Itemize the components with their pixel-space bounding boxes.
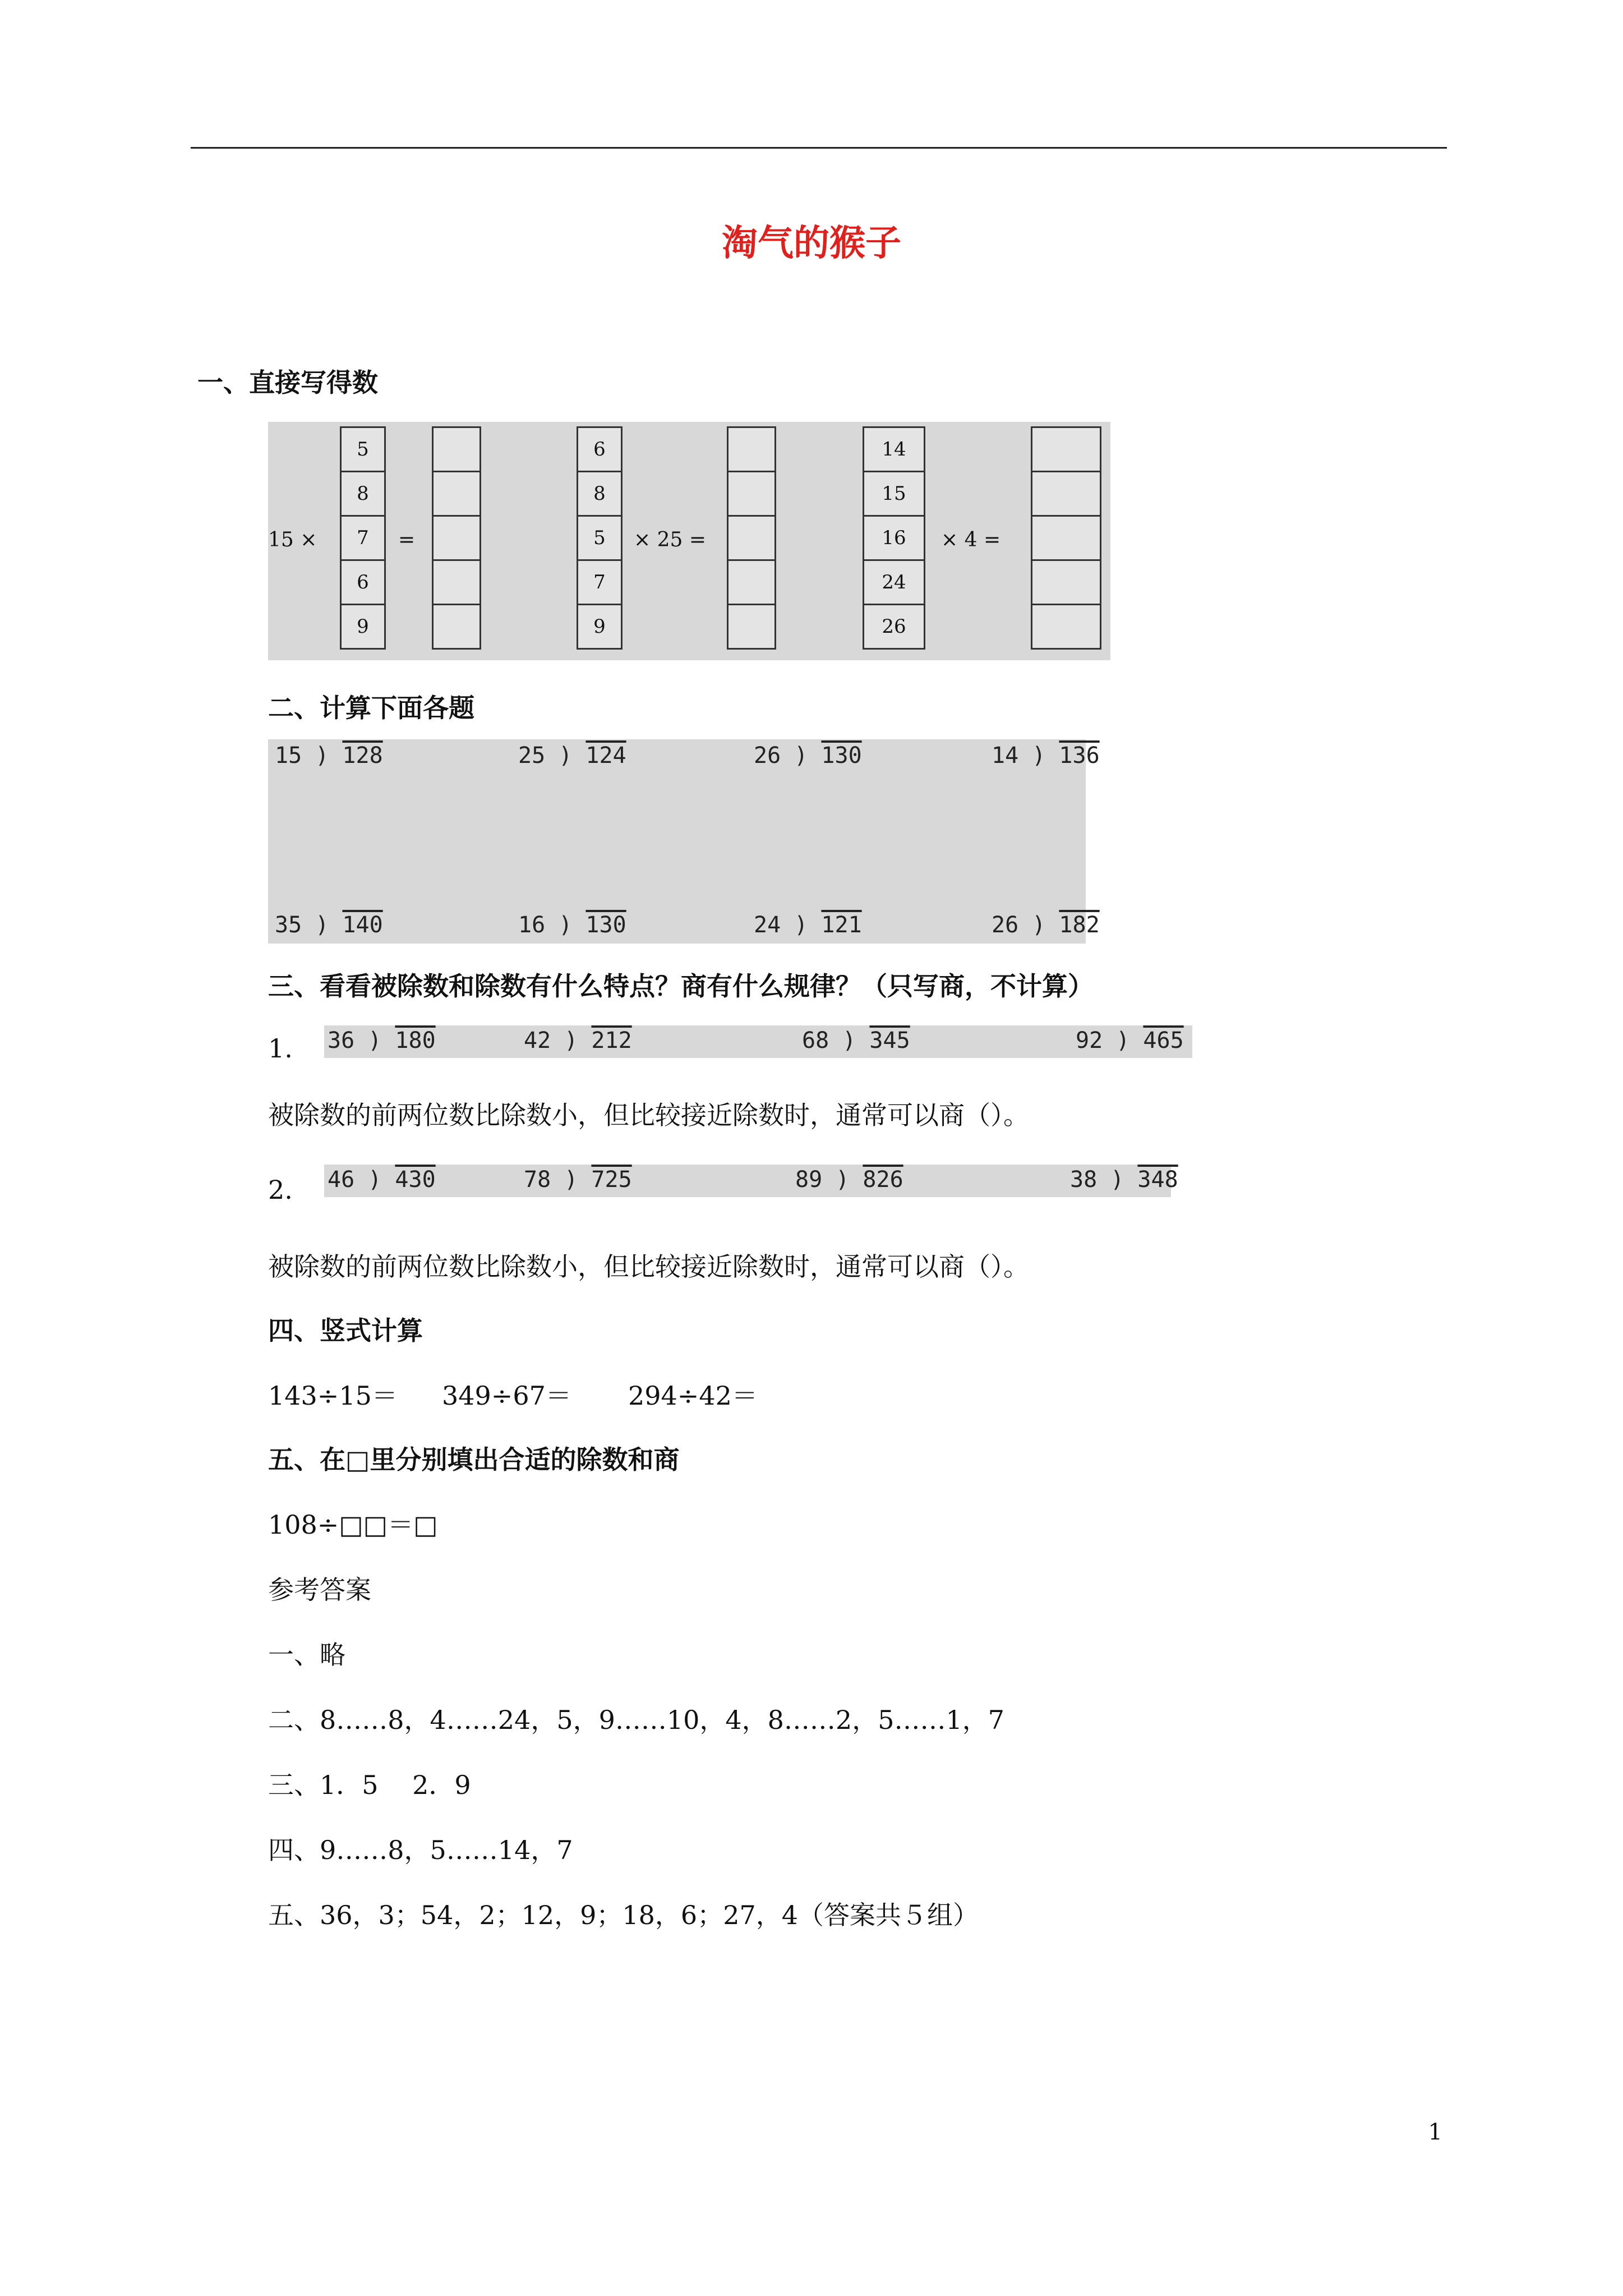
group2-number-cell: 7 [577, 559, 623, 605]
section1-heading: 一、直接写得数 [197, 367, 378, 398]
divisor: 35 [275, 912, 302, 938]
divisor: 42 [524, 1028, 551, 1053]
section1-panel [268, 422, 1110, 660]
answer-box[interactable] [727, 559, 776, 605]
divisor: 68 [802, 1028, 829, 1053]
division-problem: 15 ) 128 [275, 743, 383, 769]
answer-box[interactable] [432, 559, 481, 605]
dividend: 128 [342, 743, 383, 769]
divisor: 26 [754, 743, 781, 769]
group1-left-op: 15 × [268, 528, 317, 551]
division-problem: 24 ) 121 [754, 912, 862, 938]
header-rule [191, 147, 1447, 149]
divisor: 26 [992, 912, 1019, 938]
divisor: 25 [518, 743, 546, 769]
q2-text: 被除数的前两位数比除数小，但比较接近除数时，通常可以商（）。 [268, 1251, 1029, 1282]
group3-number-cell: 26 [863, 604, 925, 650]
dividend: 465 [1143, 1028, 1184, 1053]
answer-box[interactable] [1031, 426, 1101, 472]
answers-heading: 参考答案 [268, 1575, 371, 1605]
divisor: 15 [275, 743, 302, 769]
page-number: 1 [1428, 2119, 1442, 2145]
divisor: 89 [795, 1167, 823, 1193]
divisor: 78 [524, 1167, 551, 1193]
group3-number-cell: 15 [863, 471, 925, 517]
group1-number-column [340, 426, 386, 650]
answer-line: 四、9……8，5……14，7 [268, 1835, 573, 1865]
q1-label: 1. [268, 1033, 293, 1064]
divisor: 46 [328, 1167, 355, 1193]
group2-number-cell: 9 [577, 604, 623, 650]
page-title: 淘气的猴子 [722, 223, 901, 264]
q1-text: 被除数的前两位数比除数小，但比较接近除数时，通常可以商（）。 [268, 1100, 1029, 1130]
answer-box[interactable] [727, 426, 776, 472]
dividend: 212 [591, 1028, 632, 1053]
answer-box[interactable] [1031, 515, 1101, 561]
dividend: 136 [1059, 743, 1100, 769]
division-problem: 68 ) 345 [802, 1028, 910, 1053]
divisor: 14 [992, 743, 1019, 769]
answer-box[interactable] [727, 515, 776, 561]
division-problem: 26 ) 130 [754, 743, 862, 769]
answer-line: 一、略 [268, 1640, 345, 1670]
answer-box[interactable] [1031, 471, 1101, 517]
division-problem: 92 ) 465 [1076, 1028, 1184, 1053]
answer-box[interactable] [727, 471, 776, 517]
dividend: 348 [1137, 1167, 1178, 1193]
group3-number-cell: 24 [863, 559, 925, 605]
division-problem: 36 ) 180 [328, 1028, 436, 1053]
dividend: 121 [821, 912, 862, 938]
q1-strip [324, 1025, 1192, 1058]
answer-box[interactable] [1031, 604, 1101, 650]
problem-3: 294÷42＝ [628, 1381, 758, 1411]
q2-label: 2. [268, 1175, 293, 1205]
group2-number-cell: 5 [577, 515, 623, 561]
division-problem: 14 ) 136 [992, 743, 1100, 769]
divisor: 16 [518, 912, 546, 938]
dividend: 140 [342, 912, 383, 938]
division-problem: 38 ) 348 [1070, 1167, 1178, 1193]
section3-heading: 三、看看被除数和除数有什么特点？商有什么规律？（只写商，不计算） [268, 971, 1094, 1001]
division-problem: 46 ) 430 [328, 1167, 436, 1193]
group1-right-op: = [398, 528, 416, 551]
dividend: 124 [585, 743, 626, 769]
group1-answer-column [432, 426, 481, 650]
division-problem: 78 ) 725 [524, 1167, 632, 1193]
section5-heading: 五、在□里分别填出合适的除数和商 [268, 1444, 680, 1475]
group3-answer-column [1031, 426, 1101, 650]
answer-line: 二、8……8，4……24，5，9……10，4，8……2，5……1，7 [268, 1705, 1004, 1735]
division-problem: 25 ) 124 [518, 743, 626, 769]
answer-line: 五、36，3；54，2；12，9；18，6；27，4（答案共５组） [268, 1900, 979, 1930]
division-problem: 26 ) 182 [992, 912, 1100, 938]
division-problem: 16 ) 130 [518, 912, 626, 938]
group3-number-cell: 16 [863, 515, 925, 561]
dividend: 725 [591, 1167, 632, 1193]
group1-number-cell: 9 [340, 604, 386, 650]
answer-line: 三、1．5 2．9 [268, 1770, 471, 1800]
group2-number-cell: 6 [577, 426, 623, 472]
divisor: 24 [754, 912, 781, 938]
problem-1: 143÷15＝ [268, 1381, 398, 1411]
dividend: 430 [395, 1167, 436, 1193]
q2-strip [324, 1165, 1178, 1197]
problem-2: 349÷67＝ [442, 1381, 571, 1411]
group2-answer-column [727, 426, 776, 650]
group3-number-column [863, 426, 925, 650]
divisor: 36 [328, 1028, 355, 1053]
dividend: 826 [863, 1167, 903, 1193]
answer-box[interactable] [432, 515, 481, 561]
answer-box[interactable] [432, 604, 481, 650]
section4-heading: 四、竖式计算 [268, 1315, 423, 1346]
group1-number-cell: 8 [340, 471, 386, 517]
divisor: 38 [1070, 1167, 1098, 1193]
answer-box[interactable] [1031, 559, 1101, 605]
divisor: 92 [1076, 1028, 1103, 1053]
section2-panel [268, 739, 1100, 944]
group1-number-cell: 7 [340, 515, 386, 561]
dividend: 182 [1059, 912, 1100, 938]
section5-problem: 108÷□□＝□ [268, 1510, 438, 1540]
answer-box[interactable] [432, 426, 481, 472]
group3-right-op: × 4 = [941, 528, 1001, 551]
division-problem: 42 ) 212 [524, 1028, 632, 1053]
group3-number-cell: 14 [863, 426, 925, 472]
section2-heading: 二、计算下面各题 [268, 693, 474, 723]
group2-right-op: × 25 = [634, 528, 707, 551]
division-problem: 35 ) 140 [275, 912, 383, 938]
group1-number-cell: 6 [340, 559, 386, 605]
dividend: 130 [821, 743, 862, 769]
answer-box[interactable] [432, 471, 481, 517]
division-problem: 89 ) 826 [795, 1167, 903, 1193]
dividend: 180 [395, 1028, 436, 1053]
dividend: 345 [869, 1028, 910, 1053]
group2-number-column [577, 426, 623, 650]
group1-number-cell: 5 [340, 426, 386, 472]
dividend: 130 [585, 912, 626, 938]
answer-box[interactable] [727, 604, 776, 650]
group2-number-cell: 8 [577, 471, 623, 517]
